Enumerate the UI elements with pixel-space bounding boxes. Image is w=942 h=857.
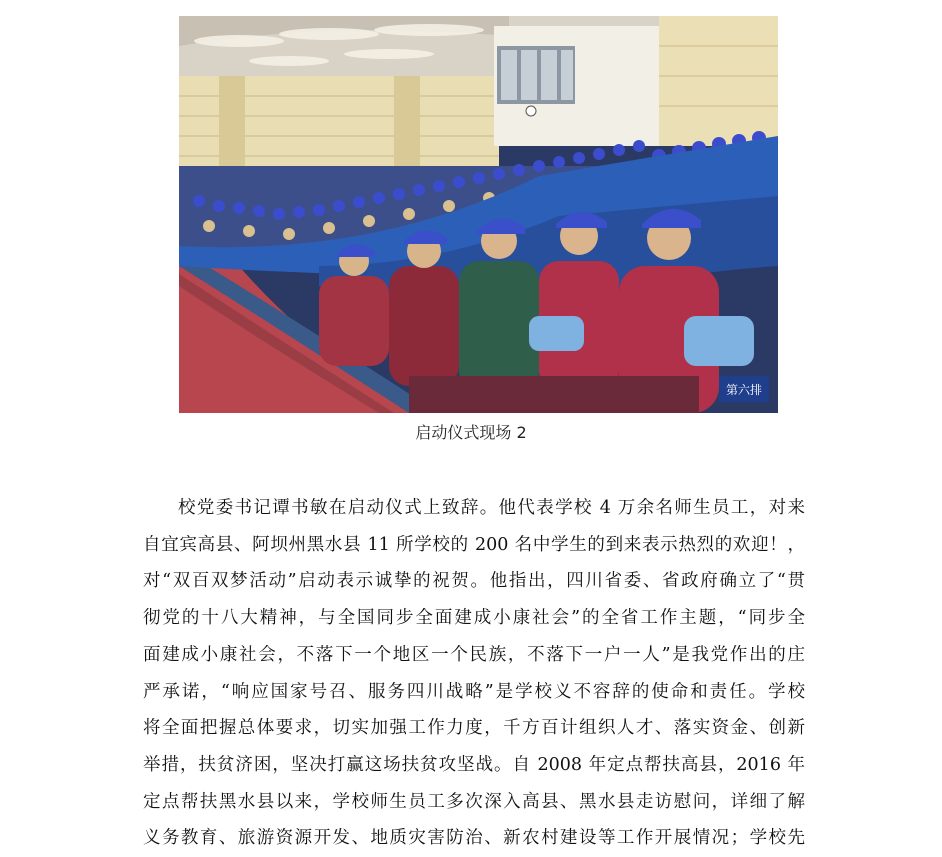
article-body	[143, 490, 805, 857]
article-line: 校党委书记谭书敏在启动仪式上致辞。他代表学校 4 万余名师生员工，对来	[178, 498, 805, 518]
auditorium-illustration	[179, 16, 778, 413]
row-sign-label: 第六排	[725, 383, 763, 397]
article-line: 定点帮扶黑水县以来，学校师生员工多次深入高县、黑水县走访慰问，详细了解	[143, 791, 805, 812]
article-line: 彻党的十八大精神，与全国同步全面建成小康社会”的全省工作主题，“同步全	[143, 608, 805, 629]
article-line: 举措，扶贫济困，坚决打赢这场扶贫攻坚战。自 2008 年定点帮扶高县，2016 年	[143, 754, 805, 775]
article-line: 自宜宾高县、阿坝州黑水县 11 所学校的 200 名中学生的到来表示热烈的欢迎！，	[143, 534, 805, 555]
article-line: 对“双百双梦活动”启动表示诚挚的祝贺。他指出，四川省委、省政府确立了“贯	[143, 571, 805, 592]
article-line: 义务教育、旅游资源开发、地质灾害防治、新农村建设等工作开展情况；学校先	[143, 828, 805, 849]
photo-caption: 启动仪式现场 2	[415, 423, 527, 442]
auditorium-photo	[179, 16, 778, 413]
article-line: 将全面把握总体要求，切实加强工作力度，千方百计组织人才、落实资金、创新	[143, 718, 805, 739]
article-line: 严承诺，“响应国家号召、服务四川战略”是学校义不容辞的使命和责任。学校	[143, 681, 805, 702]
article-line: 面建成小康社会，不落下一个地区一个民族，不落下一户一人”是我党作出的庄	[143, 644, 805, 665]
